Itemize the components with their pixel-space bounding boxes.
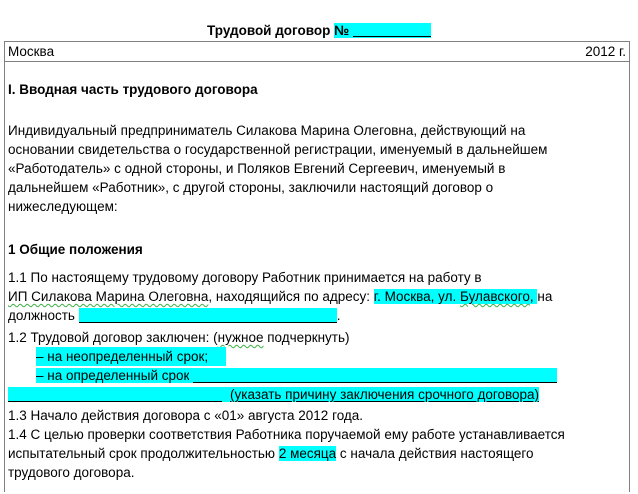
clause-1-1-text: 1.1 По настоящему трудовому договору Работник принимается на работу в bbox=[8, 270, 482, 285]
intro-heading: I. Вводная часть трудового договора bbox=[8, 82, 258, 97]
reason-blank[interactable] bbox=[8, 387, 222, 402]
title-text: Трудовой договор bbox=[207, 23, 331, 38]
option-fixed-term-text: – на определенный срок bbox=[36, 368, 190, 383]
clause-1-4-line-2 bbox=[8, 444, 534, 463]
number-sign: № bbox=[334, 23, 350, 38]
intro-line-3: «Работодатель» с одной стороны, и Поляков Евгений Сергеевич, именуемый в bbox=[8, 161, 506, 176]
clause-1-3: 1.3 Начало действия договора с «01» августа 2012 года. bbox=[8, 408, 364, 423]
section1-heading: 1 Общие положения bbox=[8, 242, 143, 257]
clause-1-4-text-a: испытательный срок продолжительностью bbox=[8, 446, 279, 461]
address-street-name: Булавского bbox=[460, 289, 530, 304]
clause-1-1-line-3: должность . bbox=[8, 308, 341, 323]
intro-line-5: нижеследующем: bbox=[8, 199, 118, 214]
intro-line-1: Индивидуальный предприниматель Силакова Марина Олеговна, действующий на bbox=[8, 123, 526, 138]
option-indefinite[interactable] bbox=[36, 347, 226, 366]
employer-name: ИП Силакова Марина Олеговна bbox=[8, 289, 209, 304]
clause-1-4-text-b: с начала действия настоящего bbox=[336, 446, 534, 461]
clause-1-4-line-3: трудового договора. bbox=[8, 465, 135, 480]
address-comma: , bbox=[529, 289, 538, 304]
header-city: Москва bbox=[8, 44, 55, 59]
position-label: должность bbox=[8, 308, 75, 323]
clause-1-4-line-1: 1.4 С целью проверки соответствия Работника поручаемой ему работе устанавливается bbox=[8, 427, 565, 442]
header-year: 2012 г. bbox=[585, 44, 626, 59]
fixed-term-blank[interactable] bbox=[193, 368, 557, 383]
option-fixed-term[interactable] bbox=[36, 366, 557, 385]
contract-number-blank[interactable] bbox=[353, 21, 431, 37]
address-city-street: г. Москва, ул. bbox=[373, 289, 460, 304]
document-title bbox=[0, 21, 638, 41]
position-blank[interactable] bbox=[79, 308, 337, 323]
clause-1-2-text-a: 1.2 Трудовой договор заключен: ( bbox=[8, 330, 218, 345]
clause-1-2 bbox=[8, 328, 350, 347]
address-value[interactable] bbox=[374, 289, 538, 304]
probation-period[interactable]: 2 месяца bbox=[278, 446, 337, 461]
address-label: , находящийся по адресу: bbox=[208, 289, 374, 304]
clause-1-2-text-c: подчеркнуть) bbox=[263, 330, 350, 345]
clause-1-1-line-2 bbox=[8, 287, 552, 306]
reason-line bbox=[8, 385, 539, 404]
clause-1-1-line-1 bbox=[8, 268, 482, 287]
clause-1-1-on: на bbox=[537, 289, 553, 304]
intro-line-4: дальнейшем «Работник», с другой стороны, заключили настоящий договор о bbox=[8, 180, 494, 195]
header-row bbox=[4, 41, 630, 62]
intro-line-2: основании свидетельства о государственной регистрации, именуемый в дальнейшем bbox=[8, 142, 548, 157]
option-indefinite-text: – на неопределенный срок; bbox=[36, 347, 226, 366]
reason-hint: (указать причину заключения срочного договора) bbox=[222, 387, 539, 402]
clause-1-2-text-b: нужное bbox=[217, 330, 264, 345]
